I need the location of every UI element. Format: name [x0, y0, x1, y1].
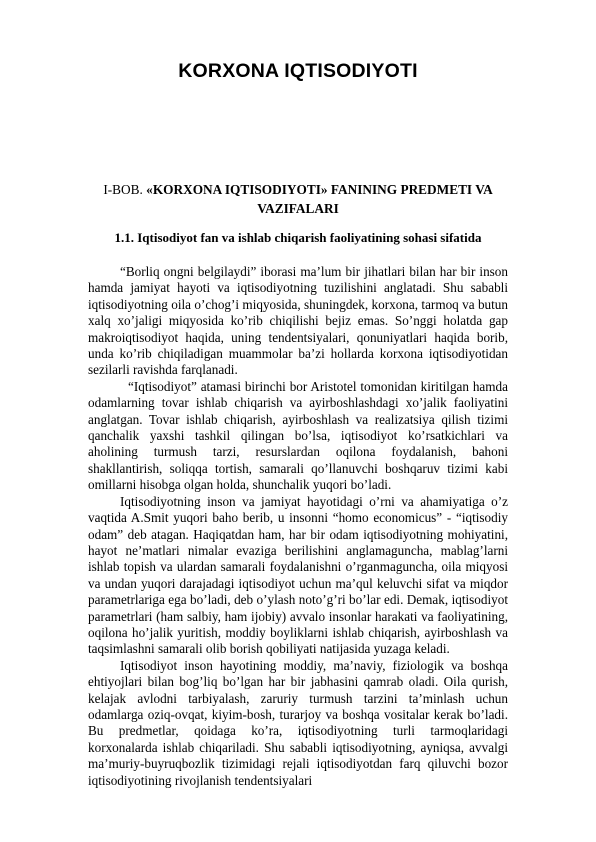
body-text — [88, 264, 508, 789]
chapter-title: «KORXONA IQTISODIYOTI» FANINING PREDMETI VA VAZIFALARI — [146, 182, 493, 216]
chapter-heading — [88, 180, 508, 218]
paragraph: “Iqtisodiyot” atamasi birinchi bor Aristotel tomonidan kiritilgan hamda odamlarning tovar ishlab chiqarish va ayirboshlashdagi xo’jalik faoliyatini anglatgan. Tovar ishlab chiqarish, ayirboshlash va realizatsiya qilish tizimi qanchalik yaxshi tashkil qilingan bo’lsa, iqtisodiyot ko’rsatkichlari va aholining turmush tarzi, resurslardan oqilona foydalanish, bahoni shakllantirish, soliqqa tortish, samarali qo’llanuvchi boshqaruv tizimi kabi omillarni hisobga olgan holda, shunchalik yuqori bo’ladi. — [88, 378, 508, 493]
paragraph: Iqtisodiyotning inson va jamiyat hayotidagi o’rni va ahamiyatiga o’z vaqtida A.Smit yuqori baho berib, u insonni “homo economicus” - “iqtisodiy odam” deb atagan. Haqiqatdan ham, har bir odam iqtisodiyotning mohiyatini, hayot ne’matlari nimalar evaziga berilishini anglamaguncha, mablag’larni ishlab topish va ulardan samarali foydalanishni o’rganmaguncha, oila miqyosi va undan yuqori darajadagi iqtisodiyot uchun ma’qul keluvchi sifat va miqdor parametrlariga ega bo’ladi, deb o’ylash noto’g’ri bo’lar edi. Demak, iqtisodiyot parametrlari (ham salbiy, ham ijobiy) avvalo insonlar harakati va faoliyatining, oqilona ho’jalik yuritish, moddiy boyliklarni ishlab chiqarish, ayirboshlash va taqsimlashni samarali olib borish qobiliyati natijasida yuzaga keladi. — [88, 493, 508, 657]
paragraph: Iqtisodiyot inson hayotining moddiy, ma’naviy, fiziologik va boshqa ehtiyojlari bilan bog’liq bo’lgan har bir jabhasini qamrab oladi. Oila qurish, kelajak avlodni tarbiyalash, zaruriy turmush tarzini ta’minlash uchun odamlarga oziq-ovqat, kiyim-bosh, turarjoy va boshqa vositalar kerak bo’ladi. Bu predmetlar, qoidaga ko’ra, iqtisodiyotning turli tarmoqlaridagi korxonalarda ishlab chiqariladi. Shu sababli iqtisodiyotning, ayniqsa, avvalgi ma’muriy-buyruqbozlik tizimidagi rejali iqtisodiyotdan farq qiluvchi bozor iqtisodiyotining rivojlanish tendentsiyalari — [88, 657, 508, 788]
section-heading: 1.1. Iqtisodiyot fan va ishlab chiqarish faoliyatining sohasi sifatida — [114, 230, 482, 245]
document-title: KORXONA IQTISODIYOTI — [178, 60, 418, 82]
paragraph: “Borliq ongni belgilaydi” iborasi ma’lum bir jihatlari bilan har bir inson hamda jamiyat hayoti va iqtisodiyotning tuzilishini anglatadi. Shu sababli iqtisodiyotning oila o’chog’i miqyosida, shuningdek, korxona, tarmoq va butun xalq xo’jaligi miqyosida ko’rib chiqilishi bejiz emas. So’nggi holatda gap makroiqtisodiyot haqida, uning tendentsiyalari, qonuniyatlari haqida borib, unda ko’rib chiqiladigan muammolar ba’zi hollarda korxona iqtisodiyotidan sezilarli ravishda farqlanadi. — [88, 264, 508, 378]
chapter-prefix: I-BOB. — [103, 182, 147, 197]
